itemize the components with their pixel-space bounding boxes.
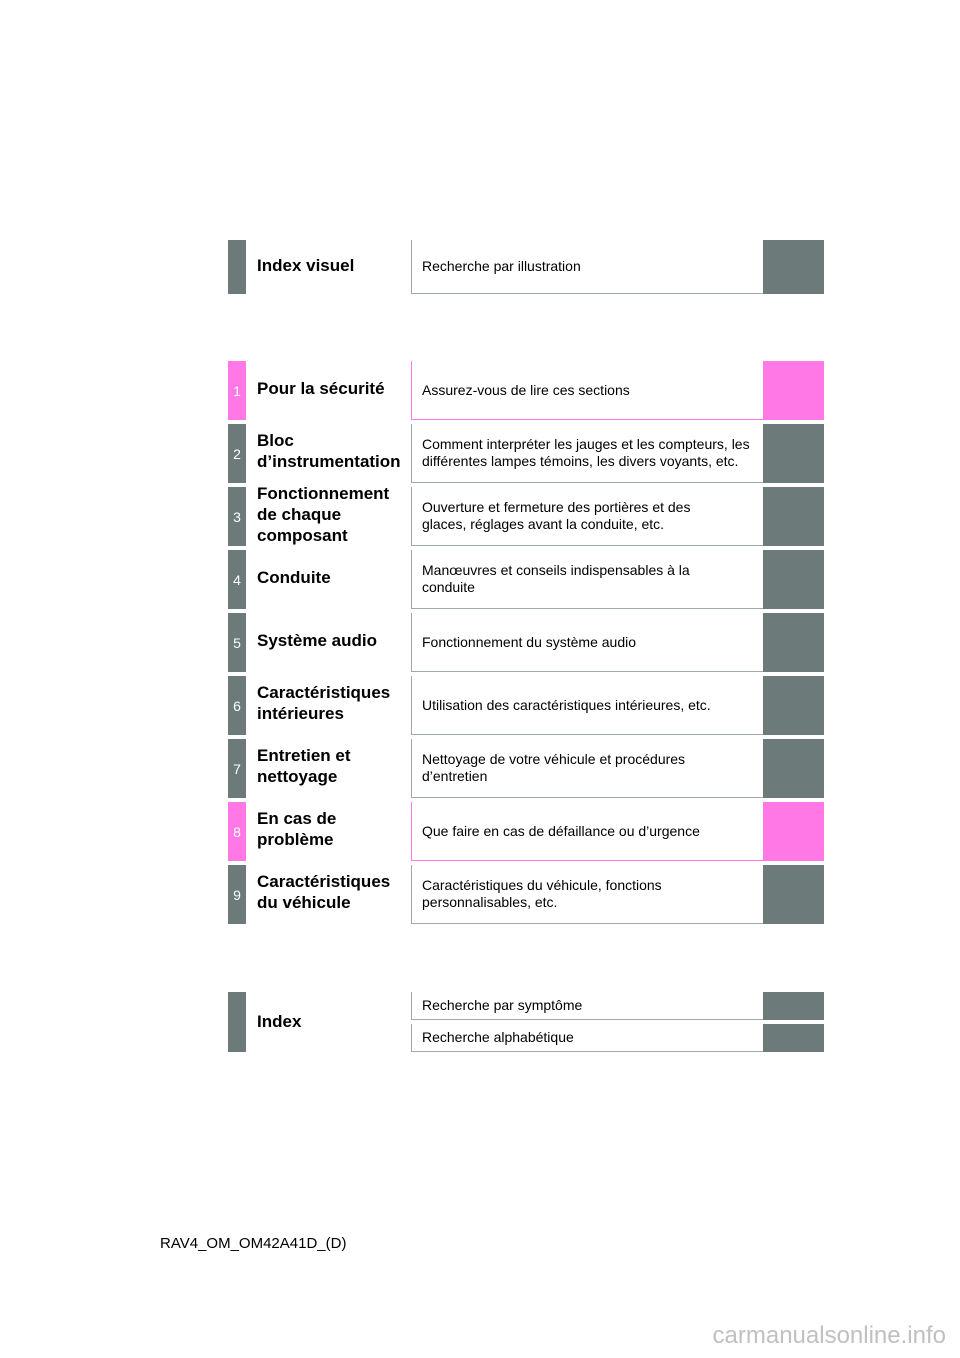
chapter-tab[interactable] [763, 361, 824, 420]
index-item-tab[interactable] [763, 992, 824, 1020]
chapter-tab[interactable] [763, 424, 824, 483]
chapter-title: Conduite [257, 568, 331, 587]
chapter-description: Comment interpréter les jauges et les compteurs, les différentes lampes témoins, les divers voyants, etc. [411, 424, 763, 483]
chapter-row-3[interactable] [228, 484, 824, 546]
chapter-number: 3 [228, 487, 246, 546]
index-title: Index [257, 1012, 302, 1031]
index-item-label: Recherche par symptôme [411, 992, 763, 1020]
chapter-description: Nettoyage de votre véhicule et procédures d’entretien [411, 739, 763, 798]
chapter-title: Caractéristiques du véhicule [257, 872, 391, 912]
chapter-number: 9 [228, 865, 246, 924]
chapter-description: Assurez-vous de lire ces sections [411, 361, 763, 420]
index-item-label: Recherche alphabétique [411, 1024, 763, 1052]
index-marker [228, 992, 246, 1052]
chapter-tab[interactable] [763, 802, 824, 861]
chapter-number: 5 [228, 613, 246, 672]
visual-index-row[interactable] [228, 240, 824, 294]
index-section [228, 992, 824, 1052]
chapter-row-4[interactable] [228, 550, 824, 609]
chapter-title: Entretien et nettoyage [257, 746, 351, 786]
chapter-row-1[interactable] [228, 361, 824, 420]
chapter-tab[interactable] [763, 487, 824, 546]
chapter-description: Utilisation des caractéristiques intérieures, etc. [411, 676, 763, 735]
chapter-number: 1 [228, 361, 246, 420]
chapter-tab[interactable] [763, 613, 824, 672]
chapter-row-6[interactable] [228, 676, 824, 735]
chapter-title: Bloc d’instrumentation [257, 431, 401, 471]
chapter-number: 7 [228, 739, 246, 798]
visual-index-title: Index visuel [257, 256, 355, 275]
index-item-tab[interactable] [763, 1024, 824, 1052]
chapter-tab[interactable] [763, 550, 824, 609]
index-item-alphabetical[interactable] [411, 1024, 824, 1052]
chapter-title: Système audio [257, 631, 377, 650]
chapter-number: 8 [228, 802, 246, 861]
chapter-title: Pour la sécurité [257, 379, 385, 398]
chapter-description: Ouverture et fermeture des portières et des glaces, réglages avant la conduite, etc. [411, 487, 763, 546]
visual-index-tab[interactable] [763, 240, 824, 294]
chapter-description: Fonctionnement du système audio [411, 613, 763, 672]
chapter-number: 6 [228, 676, 246, 735]
visual-index-description: Recherche par illustration [411, 240, 763, 294]
chapter-title: Fonctionnement de chaque composant [257, 484, 390, 545]
chapter-description: Manœuvres et conseils indispensables à la conduite [411, 550, 763, 609]
document-code: RAV4_OM_OM42A41D_(D) [160, 1235, 347, 1252]
visual-index-marker [228, 240, 246, 294]
chapter-tab[interactable] [763, 865, 824, 924]
chapter-description: Que faire en cas de défaillance ou d’urgence [411, 802, 763, 861]
index-item-symptom[interactable] [411, 992, 824, 1020]
chapter-row-2[interactable] [228, 424, 824, 483]
chapter-title: En cas de problème [257, 809, 337, 849]
chapter-description: Caractéristiques du véhicule, fonctions personnalisables, etc. [411, 865, 763, 924]
chapter-title: Caractéristiques intérieures [257, 683, 391, 723]
chapter-number: 2 [228, 424, 246, 483]
chapter-row-9[interactable] [228, 865, 824, 924]
chapter-row-5[interactable] [228, 613, 824, 672]
chapter-tab[interactable] [763, 676, 824, 735]
chapter-row-7[interactable] [228, 739, 824, 798]
chapter-row-8[interactable] [228, 802, 824, 861]
watermark: carmanualsonline.info [712, 1322, 946, 1349]
chapter-tab[interactable] [763, 739, 824, 798]
chapter-number: 4 [228, 550, 246, 609]
